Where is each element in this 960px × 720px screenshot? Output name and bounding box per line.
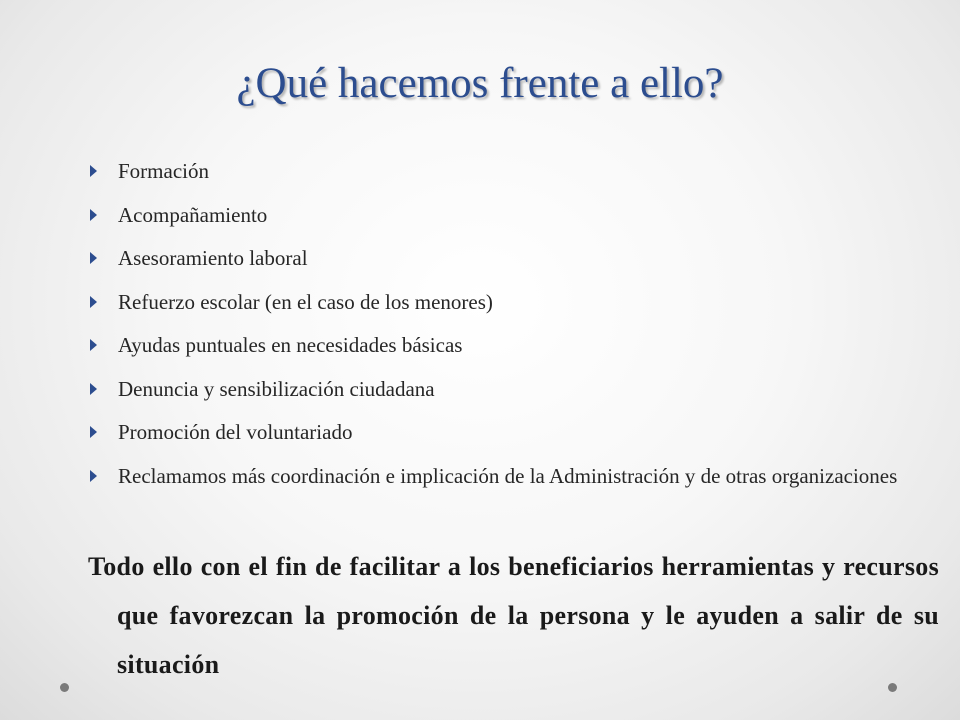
bullet-text: Denuncia y sensibilización ciudadana [118,376,435,401]
bullet-item [88,417,918,447]
bullet-arrow-icon [90,296,97,308]
bullet-text: Reclamamos más coordinación e implicación de la Administración y de otras organizaciones [118,463,898,488]
bullet-text: Asesoramiento laboral [118,246,308,270]
bullet-arrow-icon [90,339,97,351]
bullet-text: Promoción del voluntariado [118,420,353,444]
bullet-item [88,461,918,491]
slide-title: ¿Qué hacemos frente a ello? [236,60,724,107]
bullet-arrow-icon [90,383,97,395]
bullet-text: Formación [118,159,209,183]
corner-dot-left-icon [60,683,69,692]
bullet-item [88,243,918,273]
bullet-text: Refuerzo escolar (en el caso de los menores) [118,289,493,314]
bullet-item [88,156,918,186]
closing-statement: Todo ello con el fin de facilitar a los beneficiarios herramientas y recursos que favorezcan la promoción de la persona y le ayuden a salir de su situación [88,552,939,679]
bullet-item [88,374,918,404]
bullet-item [88,330,918,360]
bullet-arrow-icon [90,470,97,482]
bullet-arrow-icon [90,209,97,221]
corner-dot-right-icon [888,683,897,692]
bullet-item [88,287,918,317]
bullet-text: Ayudas puntuales en necesidades básicas [118,333,463,357]
bullet-arrow-icon [90,426,97,438]
bullet-list [88,156,918,504]
bullet-text: Acompañamiento [118,202,268,227]
bullet-item [88,200,918,230]
bullet-arrow-icon [90,165,97,177]
bullet-arrow-icon [90,252,97,264]
